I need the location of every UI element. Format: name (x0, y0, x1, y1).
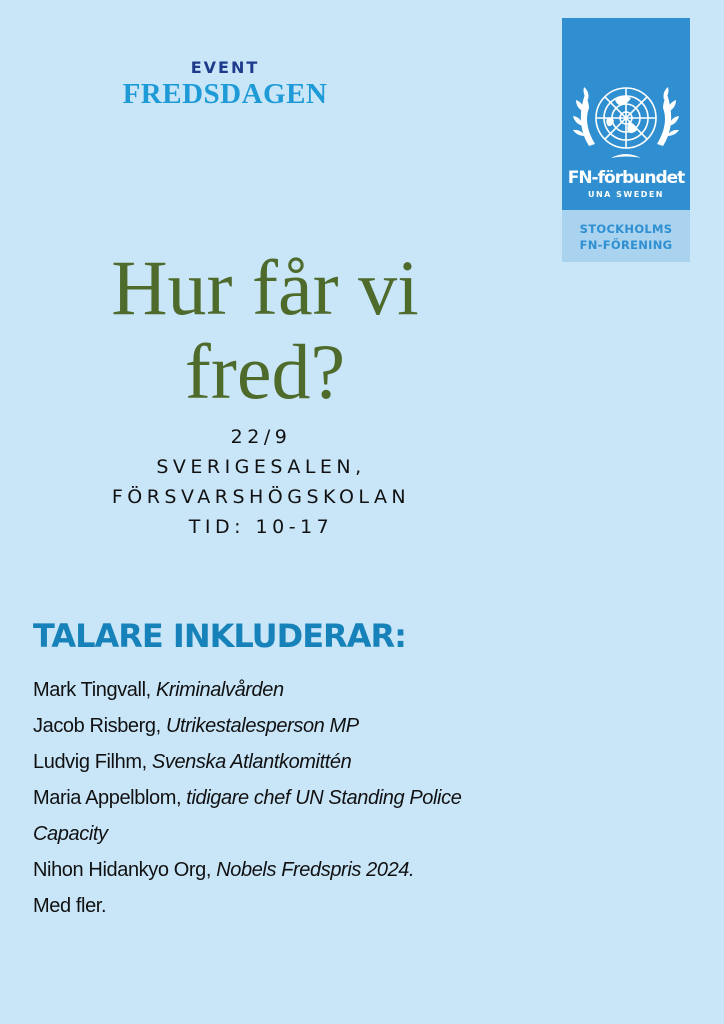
logo-city-line2: FN-FÖRENING (579, 238, 673, 252)
un-emblem-icon (571, 74, 681, 169)
logo-city-line1: STOCKHOLMS (579, 222, 673, 236)
speaker-name: Mark Tingvall, (33, 679, 156, 701)
speaker-name: Ludvig Filhm, (33, 751, 152, 773)
speaker-item (33, 708, 533, 744)
fn-forbundet-logo (562, 18, 690, 262)
speaker-role: Utrikestalesperson MP (165, 715, 359, 737)
event-venue-line2: FÖRSVARSHÖGSKOLAN (111, 486, 411, 508)
more-speakers: Med fler. (33, 895, 107, 917)
speaker-role: Svenska Atlantkomittén (151, 751, 352, 773)
logo-city (562, 221, 690, 253)
event-label: EVENT (190, 58, 260, 77)
event-time: TID: 10-17 (188, 516, 334, 538)
event-venue-line1: SVERIGESALEN, (156, 456, 366, 478)
speaker-item (33, 672, 533, 708)
event-name: FREDSDAGEN (122, 78, 328, 110)
event-heading (92, 58, 358, 110)
speakers-title: TALARE INKLUDERAR: (33, 617, 406, 655)
logo-subtitle: UNA SWEDEN (587, 190, 665, 199)
event-date: 22/9 (230, 426, 292, 448)
logo-name: FN-förbundet (567, 168, 685, 188)
headline-line2: fred? (184, 328, 346, 415)
speaker-name: Jacob Risberg, (33, 715, 166, 737)
speaker-role: tidigare chef UN Standing Police Capacity (33, 787, 462, 845)
speaker-name: Nihon Hidankyo Org, (33, 859, 217, 881)
page-headline (40, 246, 490, 414)
speaker-role: Nobels Fredspris 2024. (216, 859, 415, 881)
speaker-item (33, 852, 533, 888)
event-details (20, 422, 502, 542)
speaker-name: Maria Appelblom, (33, 787, 187, 809)
speakers-list (33, 672, 533, 924)
speaker-role: Kriminalvården (155, 679, 284, 701)
headline-line1: Hur får vi (111, 244, 419, 331)
speaker-item (33, 780, 533, 852)
speaker-item (33, 744, 533, 780)
